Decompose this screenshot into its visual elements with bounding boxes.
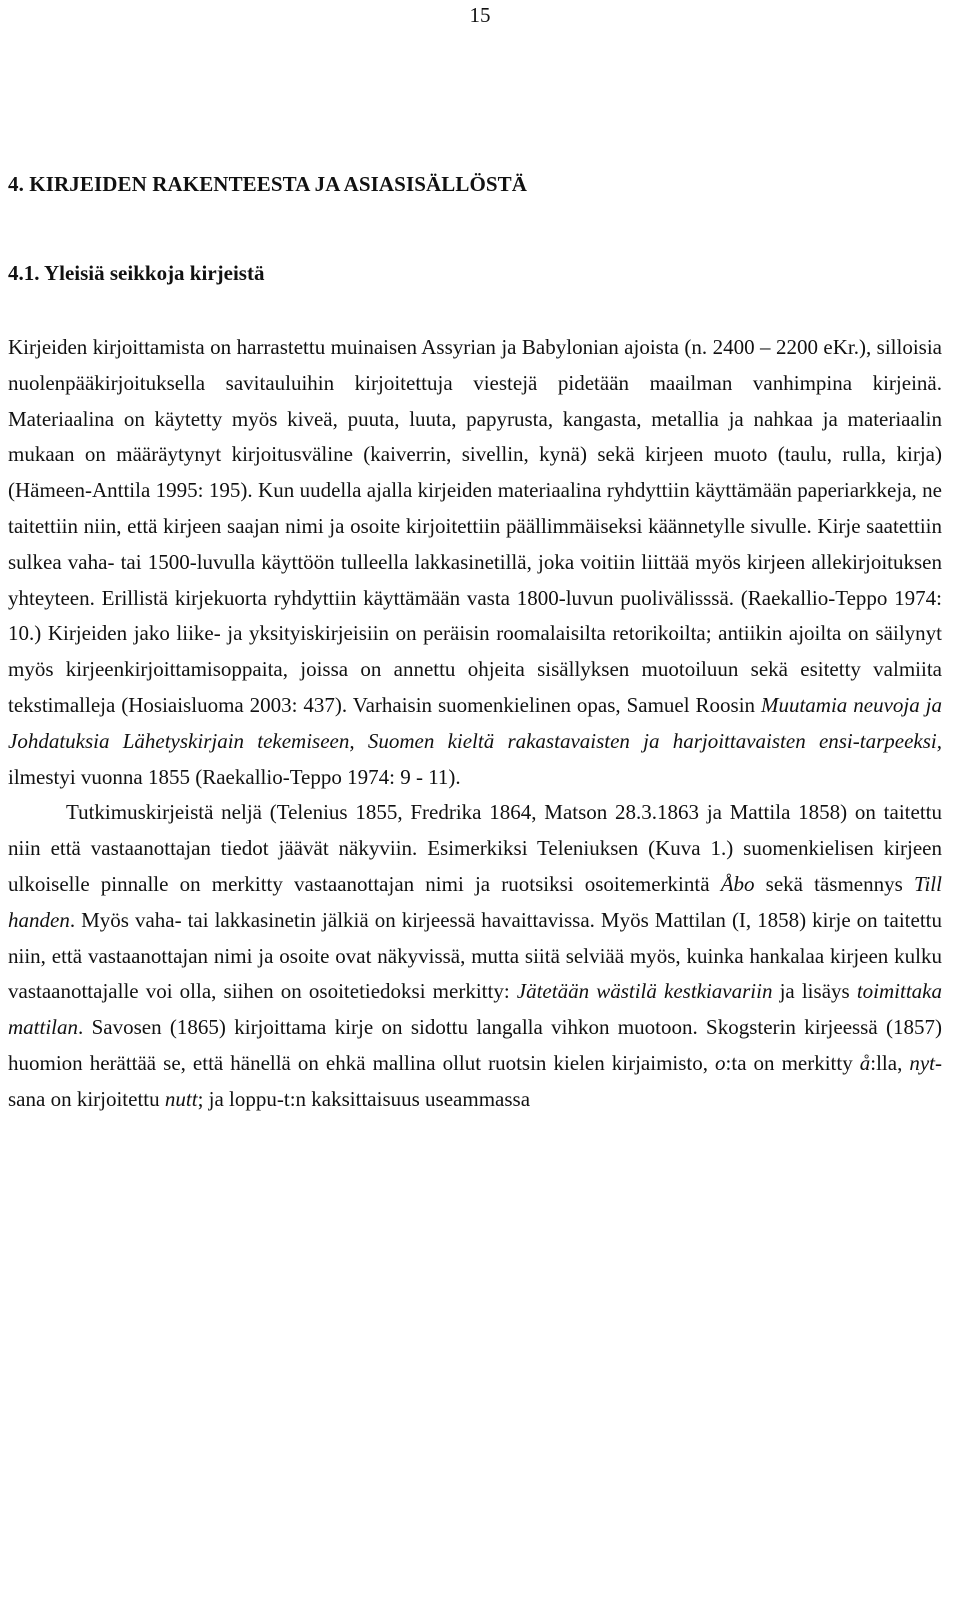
- paragraph-2-text-b: sekä täsmennys: [754, 871, 914, 896]
- page-number: 15: [469, 3, 491, 27]
- italic-addition: toimittaka mattilan: [8, 979, 942, 1040]
- chapter-heading: 4. KIRJEIDEN RAKENTEESTA JA ASIASISÄLLÖSTÄ: [8, 172, 528, 196]
- book-title-italic: Muutamia neuvoja ja Johdatuksia Lähetyskirjain tekemiseen, Suomen kieltä rakastavaisten ja harjoittavaisten ensi-tarpeeksi,: [8, 692, 943, 753]
- paragraph-2-text-h: -sana on kirjoitettu: [8, 1050, 942, 1111]
- paragraph-2-text-c: . Myös vaha- tai lakkasinetin jälkiä on kirjeessä havaittavissa. Myös Mattilan (I, 1858) kirje on taitettu niin, että vastaanottajan nimi ja osoite ovat näkyvissä, mutta siitä selviää myös, kuinka hankalaa kirjeen kulku vastaanottajalle voi olla, siihen on osoitetiedoksi merkitty:: [8, 907, 942, 1004]
- paragraph-1: [8, 330, 942, 795]
- italic-abo: Åbo: [720, 871, 755, 896]
- italic-letter-a-ring: å: [859, 1050, 871, 1075]
- body-text: [8, 330, 942, 1118]
- paragraph-2-text-a: Tutkimuskirjeistä neljä (Telenius 1855, Fredrika 1864, Matson 28.3.1863 ja Mattila 1858) on taitettu niin että vastaanottajan tiedot jäävät näkyviin. Esimerkiksi Teleniuksen (Kuva 1.) suomenkielisen kirjeen ulkoiselle pinnalle on merkitty vastaanottajan nimi ja ruotsiksi osoitemerkintä: [8, 800, 942, 896]
- paragraph-2-text-d: ja lisäys: [772, 979, 857, 1004]
- italic-word-nutt: nutt: [164, 1086, 198, 1111]
- section-heading: 4.1. Yleisiä seikkoja kirjeistä: [8, 261, 265, 285]
- paragraph-1-text-b: ilmestyi vuonna 1855 (Raekallio-Teppo 1974: 9 - 11).: [8, 764, 461, 789]
- paragraph-2-text-f: :ta on merkitty: [725, 1050, 860, 1075]
- paragraph-2-text-e: . Savosen (1865) kirjoittama kirje on sidottu langalla vihkon muotoon. Skogsterin kirjeessä (1857) huomion herättää se, että hänellä on ehkä mallina ollut ruotsin kielen kirjaimisto,: [8, 1015, 942, 1075]
- paragraph-2-text-i: ; ja loppu-t:n kaksittaisuus useammassa: [197, 1086, 531, 1111]
- italic-till-handen: Till handen: [8, 871, 942, 932]
- italic-address-note: Jätetään wästilä kestkiavariin: [516, 979, 773, 1004]
- italic-letter-o: o: [715, 1050, 726, 1075]
- italic-word-nyt: nyt: [909, 1050, 935, 1075]
- paragraph-2: [8, 795, 942, 1117]
- paragraph-2-text-g: :lla,: [870, 1050, 910, 1075]
- paragraph-1-text-a: Kirjeiden kirjoittamista on harrastettu muinaisen Assyrian ja Babylonian ajoista (n. 2400 – 2200 eKr.), silloisia nuolenpääkirjoituksella savitauluihin kirjoitettuja viestejä pidetään maailman vanhimpina kirjeinä. Materiaalina on käytetty myös kiveä, puuta, luuta, papyrusta, kangasta, metallia ja nahkaa ja materiaalin mukaan on määräytynyt kirjoitusväline (kaiverrin, sivellin, kynä) sekä kirjeen muoto (taulu, rulla, kirja) (Hämeen-Anttila 1995: 195). Kun uudella ajalla kirjeiden materiaalina ryhdyttiin käyttämään paperiarkkeja, ne taitettiin niin, että kirjeen saajan nimi ja osoite kirjoitettiin päällimmäiseksi käännetylle sivulle. Kirje saatettiin sulkea vaha- tai 1500-luvulla käyttöön tulleella lakkasinetillä, joka voitiin liittää myös kirjeen allekirjoituksen yhteyteen. Erillistä kirjekuorta ryhdyttiin käyttämään vasta 1800-luvun puolivälisssä. (Raekallio-Teppo 1974: 10.) Kirjeiden jako liike- ja yksityiskirjeisiin on peräisin roomalaisilta retorikoilta; antiikin ajoilta on säilynyt myös kirjeenkirjoittamisoppaita, joissa on annettu ohjeita sisällyksen muotoiluun sekä esitetty valmiita tekstimalleja (Hosiaisluoma 2003: 437). Varhaisin suomenkielinen opas, Samuel Roosin: [8, 335, 942, 717]
